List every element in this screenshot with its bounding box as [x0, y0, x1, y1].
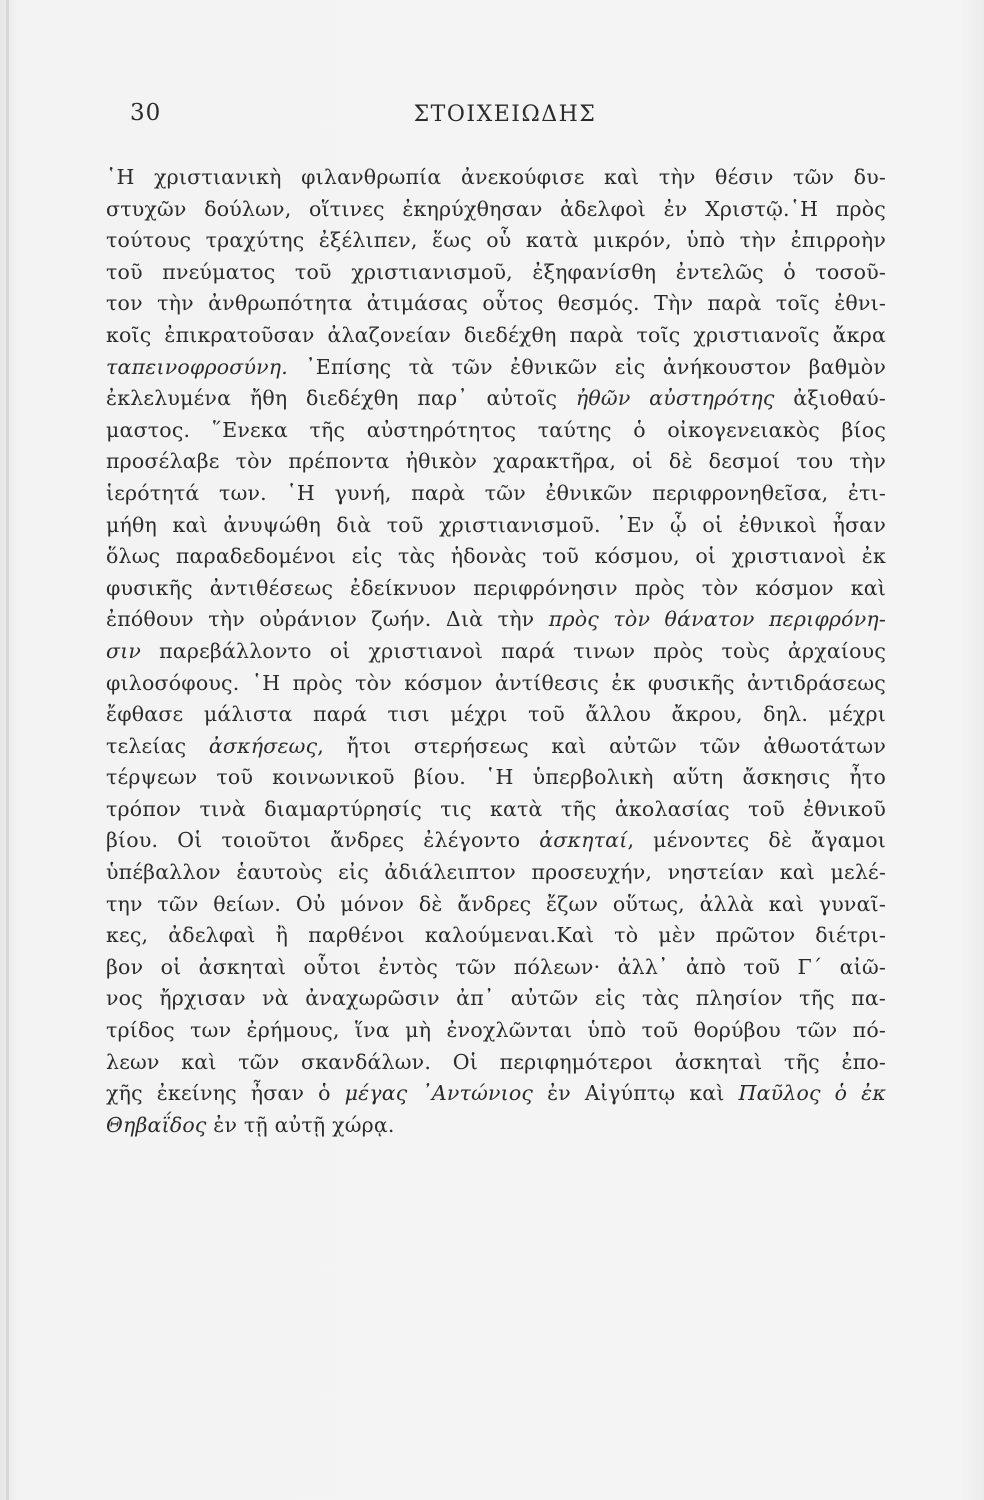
- page-number: 30: [130, 100, 162, 126]
- italic-phrase: ἀσκήσεως: [208, 733, 318, 758]
- text-line: ἱερότητά των. ῾Η γυνή, παρὰ τῶν ἐθνικῶν περιφρονηθεῖσα, ἐτι-: [106, 480, 886, 505]
- text-line: μαστος. ῞Ενεκα τῆς αὐστηρότητος ταύτης ὁ οἰκογενειακὸς βίος: [106, 417, 886, 442]
- text-line: φιλοσόφους. ῾Η πρὸς τὸν κόσμον ἀντίθεσις ἐκ φυσικῆς ἀντιδράσεως: [106, 670, 886, 695]
- text-line: ἔφθασε μάλιστα παρά τισι μέχρι τοῦ ἄλλου ἄκρου, δηλ. μέχρι: [106, 702, 886, 727]
- text-line: βον οἱ ἀσκηταὶ οὗτοι ἐντὸς τῶν πόλεων· ἀλλ᾿ ἀπὸ τοῦ Γ´ αἰῶ-: [106, 954, 886, 979]
- text-line: ἐπόθουν τὴν οὐράνιον ζωήν. Διὰ τὴν πρὸς τὸν θάνατον περιφρόνη-: [106, 607, 886, 632]
- page-header: [130, 100, 880, 134]
- text-line: τοῦ πνεύματος τοῦ χριστιανισμοῦ, ἐξηφανίσθη ἐντελῶς ὁ τοσοῦ-: [106, 259, 886, 284]
- italic-phrase: ἠθῶν αὐστηρότης: [575, 386, 775, 411]
- text-line: σιν παρεβάλλοντο οἱ χριστιανοὶ παρά τινων πρὸς τοὺς ἀρχαίους: [106, 638, 886, 663]
- text-line: φυσικῆς ἀντιθέσεως ἐδείκνυον περιφρόνησιν πρὸς τὸν κόσμον καὶ: [106, 575, 886, 600]
- running-title: ΣΤΟΙΧΕΙΩΔΗΣ: [413, 102, 597, 127]
- text-line: κοῖς ἐπικρατοῦσαν ἀλαζονείαν διεδέχθη παρὰ τοῖς χριστιανοῖς ἄκρα: [106, 322, 886, 347]
- text-line: χῆς ἐκείνης ἦσαν ὁ μέγας ᾿Αντώνιος ἐν Αἰγύπτῳ καὶ Παῦλος ὁ ἐκ: [106, 1081, 886, 1106]
- italic-phrase: Παῦλος ὁ ἐκ: [738, 1081, 886, 1106]
- text-line: τον τὴν ἀνθρωπότητα ἀτιμάσας οὗτος θεσμός. Τὴν παρὰ τοῖς ἐθνι-: [106, 291, 886, 316]
- text-line: τελείας ἀσκήσεως, ἤτοι στερήσεως καὶ αὐτῶν τῶν ἀθωοτάτων: [106, 733, 886, 758]
- text-line: ὅλως παραδεδομένοι εἰς τὰς ἡδονὰς τοῦ κόσμου, οἱ χριστιανοὶ ἐκ: [106, 544, 886, 569]
- text-line: βίου. Οἱ τοιοῦτοι ἄνδρες ἐλέγοντο ἀσκηταί, μένοντες δὲ ἄγαμοι: [106, 828, 887, 853]
- text-line: λεων καὶ τῶν σκανδάλων. Οἱ περιφημότεροι ἀσκηταὶ τῆς ἐπο-: [106, 1049, 886, 1074]
- text-line: ῾Η χριστιανικὴ φιλανθρωπία ἀνεκούφισε καὶ τὴν θέσιν τῶν δυ-: [106, 165, 886, 189]
- italic-phrase: σιν: [106, 638, 142, 663]
- text-line: ταπεινοφροσύνη. ᾿Επίσης τὰ τῶν ἐθνικῶν εἰς ἀνήκουστον βαθμὸν: [106, 354, 886, 379]
- text-line: ὑπέβαλλον ἑαυτοὺς εἰς ἀδιάλειπτον προσευχήν, νηστείαν καὶ μελέ-: [106, 860, 886, 885]
- italic-phrase: πρὸς τὸν θάνατον περιφρόνη-: [548, 607, 886, 632]
- italic-phrase: ταπεινοφροσύνη.: [106, 354, 288, 379]
- text-line: τρόπον τινὰ διαμαρτύρησίς τις κατὰ τῆς ἀκολασίας τοῦ ἐθνικοῦ: [106, 796, 886, 821]
- italic-phrase: μέγας ᾿Αντώνιος: [344, 1081, 534, 1106]
- text-line: κες, ἀδελφαὶ ἢ παρθένοι καλούμεναι.Καὶ τὸ μὲν πρῶτον διέτρι-: [106, 923, 886, 948]
- text-line: μήθη καὶ ἀνυψώθη διὰ τοῦ χριστιανισμοῦ. ᾿Εν ᾧ οἱ ἐθνικοὶ ἦσαν: [106, 512, 886, 537]
- text-line: τούτους τραχύτης ἐξέλιπεν, ἕως οὗ κατὰ μικρόν, ὑπὸ τὴν ἐπιρροὴν: [106, 228, 886, 253]
- page-edge-shadow: [6, 0, 9, 1500]
- text-line: τρίδος των ἐρήμους, ἵνα μὴ ἐνοχλῶνται ὑπὸ τοῦ θορύβου τῶν πό-: [106, 1018, 886, 1043]
- italic-phrase: Θηβαΐδος: [106, 1112, 207, 1137]
- text-line: στυχῶν δούλων, οἵτινες ἐκηρύχθησαν ἀδελφοὶ ἐν Χριστῷ.῾Η πρὸς: [106, 196, 886, 221]
- text-line: νος ἤρχισαν νὰ ἀναχωρῶσιν ἀπ᾿ αὐτῶν εἰς τὰς πλησίον τῆς πα-: [106, 986, 886, 1011]
- body-text: [106, 162, 886, 1141]
- text-line: Θηβαΐδος ἐν τῇ αὐτῇ χώρᾳ.: [106, 1112, 395, 1137]
- text-line: προσέλαβε τὸν πρέποντα ἠθικὸν χαρακτῆρα, οἱ δὲ δεσμοί του τὴν: [106, 449, 886, 474]
- text-line: την τῶν θείων. Οὐ μόνον δὲ ἄνδρες ἔζων οὕτως, ἀλλὰ καὶ γυναῖ-: [106, 891, 886, 916]
- italic-phrase: ἀσκηταί: [539, 828, 628, 853]
- text-line: ἐκλελυμένα ἤθη διεδέχθη παρ᾿ αὐτοῖς ἠθῶν αὐστηρότης ἀξιοθαύ-: [106, 386, 886, 411]
- text-line: τέρψεων τοῦ κοινωνικοῦ βίου. ῾Η ὑπερβολικὴ αὕτη ἄσκησις ἦτο: [106, 765, 886, 790]
